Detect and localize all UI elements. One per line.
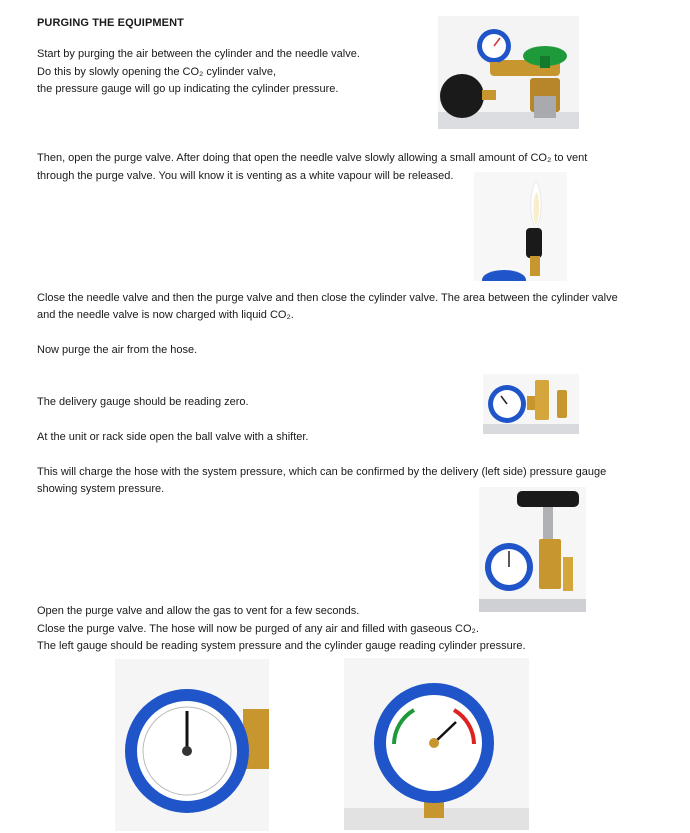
text-line: and the needle valve is now charged with liquid CO₂. bbox=[37, 309, 294, 321]
text-line: Do this by slowly opening the CO₂ cylinder valve, bbox=[37, 66, 277, 78]
text-line: Close the needle valve and then the purge valve and then close the cylinder valve. The area between the cylinder valve bbox=[37, 292, 618, 304]
knob-icon bbox=[440, 74, 484, 118]
text-line: showing system pressure. bbox=[37, 483, 165, 495]
paragraph-delivery-zero: The delivery gauge should be reading zero. bbox=[37, 396, 249, 408]
text-line: the pressure gauge will go up indicating the cylinder pressure. bbox=[37, 83, 339, 95]
paragraph-purge-hose: Now purge the air from the hose. bbox=[37, 344, 198, 356]
text-line: Start by purging the air between the cylinder and the needle valve. bbox=[37, 48, 360, 60]
page-title: PURGING THE EQUIPMENT bbox=[37, 17, 184, 29]
text-line: Close the purge valve. The hose will now be purged of any air and filled with gaseous CO₂. bbox=[37, 623, 479, 635]
photo-purge-vapour bbox=[474, 172, 567, 281]
knob-icon bbox=[517, 491, 579, 507]
paragraph-open-ball-valve: At the unit or rack side open the ball valve with a shifter. bbox=[37, 431, 309, 443]
photo-delivery-system-pressure bbox=[115, 659, 269, 831]
photo-ball-valve bbox=[479, 487, 586, 612]
text-line: This will charge the hose with the system pressure, which can be confirmed by the delivery (left side) pressure gauge bbox=[37, 466, 607, 478]
photo-delivery-zero bbox=[483, 374, 579, 434]
knob-icon bbox=[526, 228, 542, 258]
text-line: Then, open the purge valve. After doing that open the needle valve slowly allowing a small amount of CO₂ to vent bbox=[37, 152, 588, 164]
text-line: through the purge valve. You will know it is venting as a white vapour will be released. bbox=[37, 170, 454, 182]
text-line: The left gauge should be reading system pressure and the cylinder gauge reading cylinder pressure. bbox=[37, 640, 526, 652]
photo-manifold-cylinder bbox=[438, 16, 579, 129]
text-line: Open the purge valve and allow the gas to vent for a few seconds. bbox=[37, 605, 360, 617]
photo-cylinder-pressure bbox=[344, 658, 529, 830]
